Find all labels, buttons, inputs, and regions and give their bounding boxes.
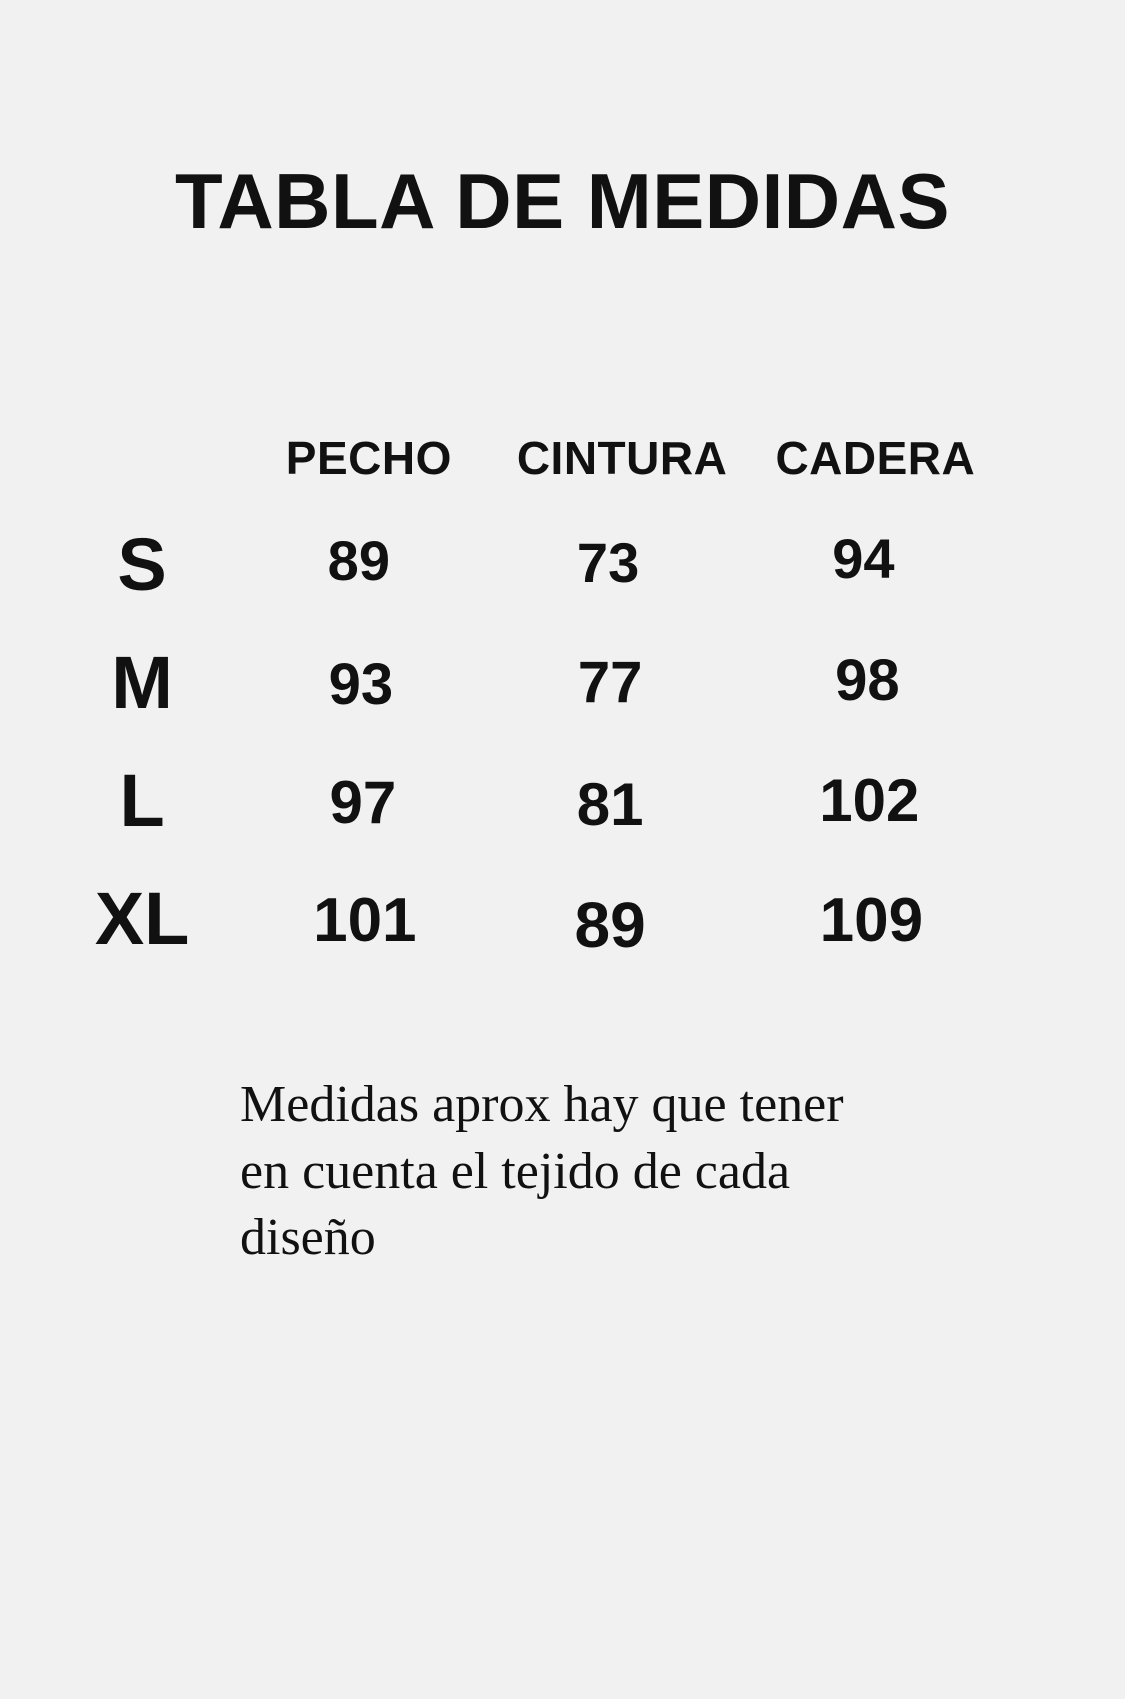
cell-l-pecho: 97 [329, 769, 397, 836]
cell-xl-pecho: 101 [313, 886, 417, 955]
measurements-note: Medidas aprox hay que tener en cuenta el tejido de cada diseño [240, 1076, 844, 1267]
cell-s-cadera: 94 [832, 527, 895, 590]
table-row [42, 506, 1002, 624]
table-row [42, 860, 1002, 978]
column-header-cadera: CADERA [775, 432, 976, 484]
size-label-l: L [119, 759, 165, 842]
table-body [42, 506, 1002, 978]
cell-xl-cintura: 89 [574, 889, 646, 961]
table-row [42, 742, 1002, 860]
cell-xl-cadera: 109 [819, 886, 924, 955]
size-label-s: S [117, 523, 167, 606]
cell-l-cadera: 102 [819, 767, 920, 834]
cell-m-cadera: 98 [835, 648, 900, 713]
cell-m-pecho: 93 [328, 652, 394, 717]
page-title: TABLA DE MEDIDAS [175, 157, 950, 245]
table-header [42, 410, 1002, 506]
table-row [42, 624, 1002, 742]
table-header-row [42, 410, 1002, 506]
column-header-pecho: PECHO [285, 432, 452, 484]
cell-m-cintura: 77 [577, 650, 643, 715]
cell-s-pecho: 89 [327, 529, 390, 592]
table-corner-header [42, 410, 242, 506]
size-label-xl: XL [94, 877, 190, 960]
size-label-m: M [111, 641, 173, 724]
measurements-table [42, 410, 1002, 978]
measurements-table-container [42, 410, 1002, 978]
column-header-cintura: CINTURA [516, 432, 728, 484]
cell-l-cintura: 81 [576, 771, 644, 838]
cell-s-cintura: 73 [576, 531, 640, 594]
